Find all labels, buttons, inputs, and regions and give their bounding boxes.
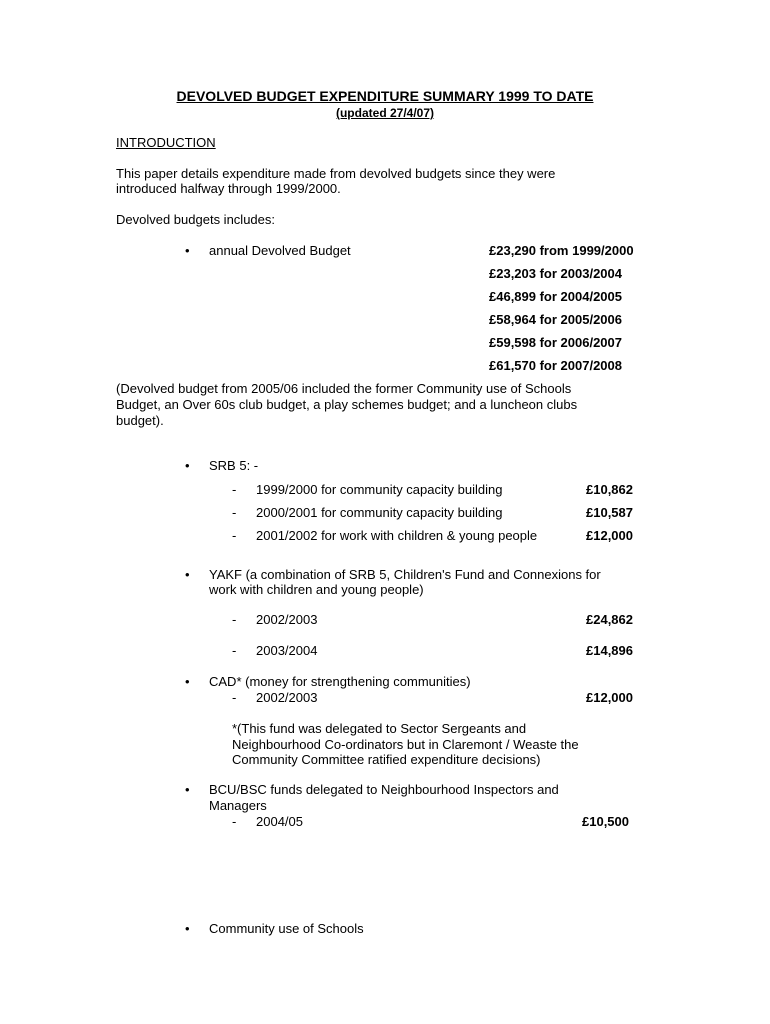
srb5-item-text: 2001/2002 for work with children & young people (256, 528, 538, 543)
srb5-item-text: 1999/2000 for community capacity building (256, 482, 503, 497)
yakf-item-text: 2003/2004 (256, 643, 318, 658)
bullet-icon: • (185, 674, 190, 689)
srb5-label: SRB 5: - (209, 458, 259, 473)
yakf-label-line-1: YAKF (a combination of SRB 5, Children's Fund and Connexions for (209, 567, 601, 582)
page-subtitle: (updated 27/4/07) (335, 106, 435, 120)
yakf-item-amount: £14,896 (586, 643, 633, 658)
bcu-label-line-2: Managers (209, 798, 267, 813)
community-schools-label: Community use of Schools (209, 921, 364, 936)
intro-paragraph-line-2: introduced halfway through 1999/2000. (116, 181, 341, 196)
page-title: DEVOLVED BUDGET EXPENDITURE SUMMARY 1999 TO DATE (176, 88, 594, 104)
devolved-budgets-intro: Devolved budgets includes: (116, 212, 275, 227)
dash-icon: - (232, 612, 237, 627)
dash-icon: - (232, 643, 237, 658)
annual-amount: £23,203 for 2003/2004 (489, 266, 622, 281)
yakf-label-line-2: work with children and young people) (209, 582, 424, 597)
cad-note-line-1: *(This fund was delegated to Sector Sergeants and (232, 721, 527, 736)
srb5-item-amount: £12,000 (586, 528, 633, 543)
srb5-item-amount: £10,587 (586, 505, 633, 520)
srb5-item-amount: £10,862 (586, 482, 633, 497)
annual-note-line-3: budget). (116, 413, 164, 428)
cad-item-text: 2002/2003 (256, 690, 318, 705)
dash-icon: - (232, 814, 237, 829)
bullet-icon: • (185, 458, 190, 473)
dash-icon: - (232, 690, 237, 705)
annual-amount: £58,964 for 2005/2006 (489, 312, 622, 327)
bullet-icon: • (185, 243, 190, 258)
cad-label: CAD* (money for strengthening communities) (209, 674, 471, 689)
annual-note-line-2: Budget, an Over 60s club budget, a play schemes budget; and a luncheon clubs (116, 397, 578, 412)
annual-amount: £46,899 for 2004/2005 (489, 289, 622, 304)
annual-budget-label: annual Devolved Budget (209, 243, 351, 258)
cad-note-line-2: Neighbourhood Co-ordinators but in Claremont / Weaste the (232, 737, 579, 752)
yakf-item-amount: £24,862 (586, 612, 633, 627)
bullet-icon: • (185, 782, 190, 797)
introduction-heading: INTRODUCTION (116, 135, 216, 150)
yakf-item-text: 2002/2003 (256, 612, 318, 627)
bullet-icon: • (185, 921, 190, 936)
bullet-icon: • (185, 567, 190, 582)
bcu-label-line-1: BCU/BSC funds delegated to Neighbourhood Inspectors and (209, 782, 559, 797)
bcu-item-text: 2004/05 (256, 814, 303, 829)
dash-icon: - (232, 482, 237, 497)
annual-amount: £61,570 for 2007/2008 (489, 358, 622, 373)
annual-note-line-1: (Devolved budget from 2005/06 included the former Community use of Schools (116, 381, 572, 396)
srb5-item-text: 2000/2001 for community capacity building (256, 505, 503, 520)
cad-note-line-3: Community Committee ratified expenditure decisions) (232, 752, 541, 767)
annual-amount: £59,598 for 2006/2007 (489, 335, 622, 350)
cad-item-amount: £12,000 (586, 690, 633, 705)
dash-icon: - (232, 505, 237, 520)
bcu-item-amount: £10,500 (582, 814, 629, 829)
dash-icon: - (232, 528, 237, 543)
annual-amount: £23,290 from 1999/2000 (489, 243, 634, 258)
intro-paragraph-line-1: This paper details expenditure made from devolved budgets since they were (116, 166, 556, 181)
